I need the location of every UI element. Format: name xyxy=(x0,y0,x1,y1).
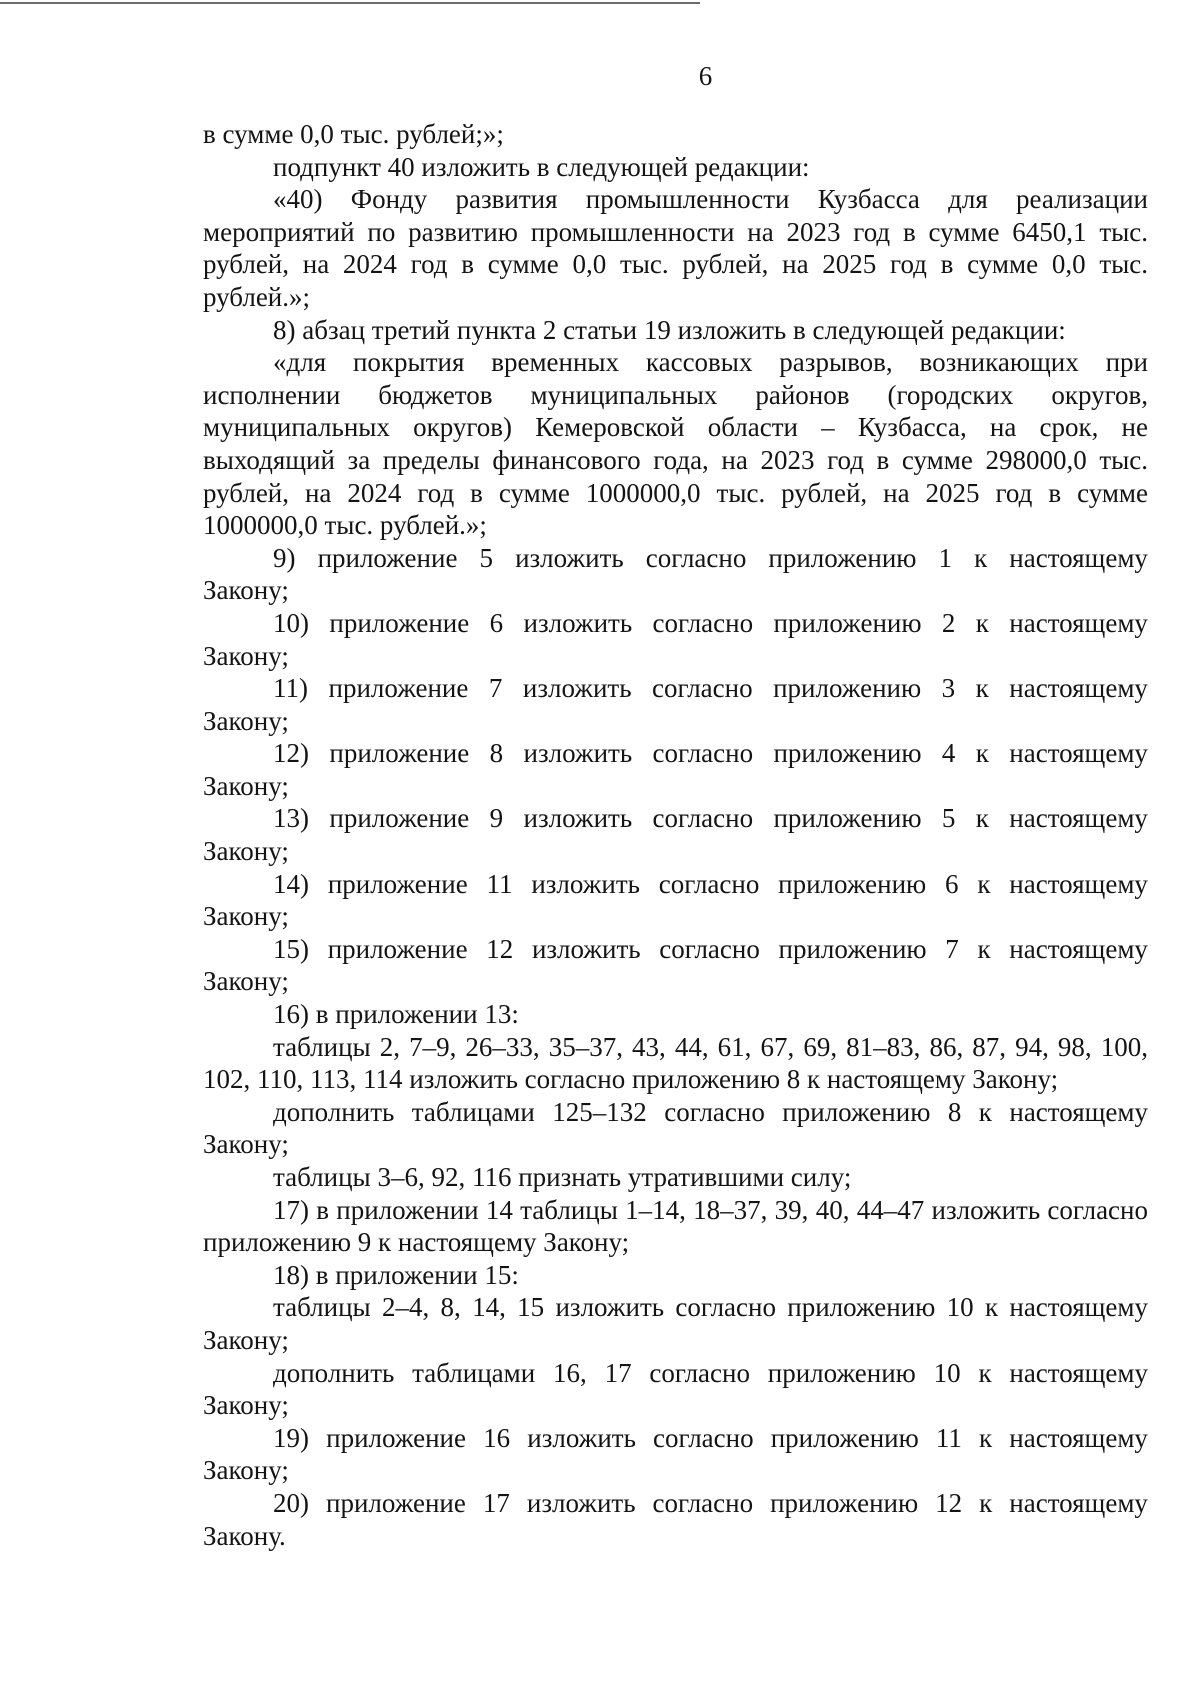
word: изложить xyxy=(527,1422,636,1453)
page-number: 6 xyxy=(698,61,713,91)
list-item-first-line xyxy=(203,1422,1148,1455)
word: 11 xyxy=(935,1422,962,1453)
list-item-first-line xyxy=(203,672,1148,705)
list-item-first-line xyxy=(203,868,1148,901)
list-item xyxy=(203,542,1148,607)
word: приложению xyxy=(778,933,927,964)
word: настоящему xyxy=(1009,933,1148,964)
list-item-first-line xyxy=(203,802,1148,835)
list-item-tail: Закону; xyxy=(203,836,289,867)
word: изложить xyxy=(523,607,633,638)
list-item-tail: Закону. xyxy=(203,1520,286,1551)
word: изложить xyxy=(523,738,633,769)
word: согласно xyxy=(652,673,753,704)
word: приложение xyxy=(326,1487,466,1518)
paragraph: в сумме 0,0 тыс. рублей;»; xyxy=(203,119,504,149)
scan-edge-line xyxy=(0,2,700,4)
document-page xyxy=(203,54,1148,1552)
word: 7 xyxy=(945,933,959,964)
word: настоящему xyxy=(1009,1422,1148,1453)
word: 12 xyxy=(486,933,514,964)
paragraph: таблицы 2–4, 8, 14, 15 изложить согласно приложению 10 к настоящему Закону; xyxy=(203,1292,1148,1355)
word: приложению xyxy=(773,738,922,769)
list-item-tail: Закону; xyxy=(203,901,289,932)
word: изложить xyxy=(515,542,624,573)
list-item-tail: Закону; xyxy=(203,770,289,801)
word: 9 xyxy=(489,803,504,834)
word: 5 xyxy=(941,803,956,834)
list-item-tail: Закону; xyxy=(203,705,289,736)
word: к xyxy=(975,607,989,638)
word: изложить xyxy=(526,1487,636,1518)
word: приложение xyxy=(329,738,470,769)
paragraph: «для покрытия временных кассовых разрывов, возникающих при исполнении бюджетов муниципальных районов (городских округов, муниципальных округов) Кемеровской области – Кузбасса, на срок, не выходящий за пределы финансового года, на 2023 год в сумме 298000,0 тыс. рублей, на 2024 год в сумме 1000000,0 тыс. рублей, на 2025 год в сумме 1000000,0 тыс. рублей.»; xyxy=(203,347,1148,541)
word: 16 xyxy=(483,1422,511,1453)
word: настоящему xyxy=(1009,673,1148,704)
list-item xyxy=(203,802,1148,867)
word: приложение xyxy=(327,868,468,899)
word: приложению xyxy=(770,1422,919,1453)
word: приложению xyxy=(773,803,922,834)
paragraph: таблицы 3–6, 92, 116 признать утратившими силу; xyxy=(273,1162,852,1192)
word: 8 xyxy=(489,738,504,769)
word: 7 xyxy=(488,673,503,704)
word: настоящему xyxy=(1009,803,1148,834)
word: согласно xyxy=(653,1422,754,1453)
list-item-first-line xyxy=(203,737,1148,770)
word: 11) xyxy=(273,673,308,704)
word: согласно xyxy=(652,738,754,769)
paragraph: подпункт 40 изложить в следующей редакции: xyxy=(273,151,810,182)
list-item-tail: Закону; xyxy=(203,575,289,606)
word: к xyxy=(975,738,989,769)
word: приложение xyxy=(328,673,469,704)
word: согласно xyxy=(658,868,760,899)
word: 10) xyxy=(273,607,309,638)
list-item xyxy=(203,737,1148,802)
word: приложение xyxy=(326,1422,466,1453)
word: согласно xyxy=(645,542,747,573)
word: 15) xyxy=(273,933,309,964)
word: согласно xyxy=(652,607,754,638)
appendix-13-15-section xyxy=(203,998,1148,1422)
word: настоящему xyxy=(1009,868,1148,899)
word: изложить xyxy=(523,803,633,834)
word: настоящему xyxy=(1009,607,1148,638)
word: приложение xyxy=(329,607,470,638)
word: приложение xyxy=(329,803,470,834)
list-item-tail: Закону; xyxy=(203,1455,289,1486)
word: приложению xyxy=(768,542,917,573)
word: к xyxy=(979,1487,993,1518)
list-item-first-line xyxy=(203,933,1148,966)
word: 14) xyxy=(273,868,309,899)
paragraph: 17) в приложении 14 таблицы 1–14, 18–37, 39, 40, 44–47 изложить согласно приложению 9 к настоящему Закону; xyxy=(203,1194,1148,1258)
word: к xyxy=(975,803,989,834)
list-item xyxy=(203,672,1148,737)
list-item xyxy=(203,868,1148,933)
paragraph: дополнить таблицами 16, 17 согласно приложению 10 к настоящему Закону; xyxy=(203,1357,1148,1421)
paragraph: 18) в приложении 15: xyxy=(273,1259,519,1290)
list-item-first-line xyxy=(203,542,1148,575)
word: 12) xyxy=(273,738,309,769)
list-item-tail: Закону; xyxy=(203,966,289,997)
word: 19) xyxy=(273,1422,309,1453)
word: 1 xyxy=(938,542,953,573)
word: изложить xyxy=(522,673,632,704)
word: приложению xyxy=(773,607,922,638)
word: согласно xyxy=(652,1487,754,1518)
word: приложению xyxy=(778,868,927,899)
list-item xyxy=(203,933,1148,998)
word: 17 xyxy=(482,1487,510,1518)
word: 3 xyxy=(941,673,956,704)
word: 6 xyxy=(489,607,504,638)
paragraph: дополнить таблицами 125–132 согласно приложению 8 к настоящему Закону; xyxy=(203,1096,1148,1160)
word: согласно xyxy=(652,803,754,834)
word: 13) xyxy=(273,803,309,834)
word: приложение xyxy=(317,542,458,573)
paragraph: «40) Фонду развития промышленности Кузбасса для реализации мероприятий по развитию промышленности на 2023 год в сумме 6450,1 тыс. рублей, на 2024 год в сумме 0,0 тыс. рублей, на 2025 год в сумме 0,0 тыс. рублей.»; xyxy=(203,184,1148,312)
list-item-tail: Закону; xyxy=(203,640,289,671)
word: приложению xyxy=(770,1487,919,1518)
appendix-items-list xyxy=(203,542,1148,998)
word: согласно xyxy=(659,933,760,964)
word: 2 xyxy=(941,607,956,638)
list-item-first-line xyxy=(203,1487,1148,1520)
word: к xyxy=(974,542,988,573)
word: изложить xyxy=(531,868,640,899)
word: к xyxy=(979,1422,993,1453)
word: настоящему xyxy=(1009,738,1148,769)
paragraph: 8) абзац третий пункта 2 статьи 19 изложить в следующей редакции: xyxy=(273,314,1066,345)
intro-paragraphs xyxy=(203,118,1148,542)
word: приложению xyxy=(773,673,922,704)
word: изложить xyxy=(531,933,641,964)
paragraph: таблицы 2, 7–9, 26–33, 35–37, 43, 44, 61, 67, 69, 81–83, 86, 87, 94, 98, 100, 102, 110, 113, 114 изложить согласно приложению 8 к настоящему Закону; xyxy=(203,1031,1148,1095)
list-item xyxy=(203,1487,1148,1552)
word: к xyxy=(977,933,991,964)
word: 4 xyxy=(941,738,956,769)
word: 20) xyxy=(273,1487,309,1518)
word: 11 xyxy=(486,868,513,899)
word: настоящему xyxy=(1009,1487,1148,1518)
list-item-first-line xyxy=(203,607,1148,640)
word: 5 xyxy=(479,542,493,573)
word: 6 xyxy=(945,868,959,899)
word: к xyxy=(975,673,989,704)
list-item xyxy=(203,607,1148,672)
word: 9) xyxy=(273,542,296,573)
word: 12 xyxy=(935,1487,963,1518)
word: приложение xyxy=(327,933,468,964)
list-item xyxy=(203,1422,1148,1487)
word: настоящему xyxy=(1009,542,1148,573)
word: к xyxy=(977,868,991,899)
paragraph: 16) в приложении 13: xyxy=(273,999,519,1030)
final-appendix-items xyxy=(203,1422,1148,1552)
